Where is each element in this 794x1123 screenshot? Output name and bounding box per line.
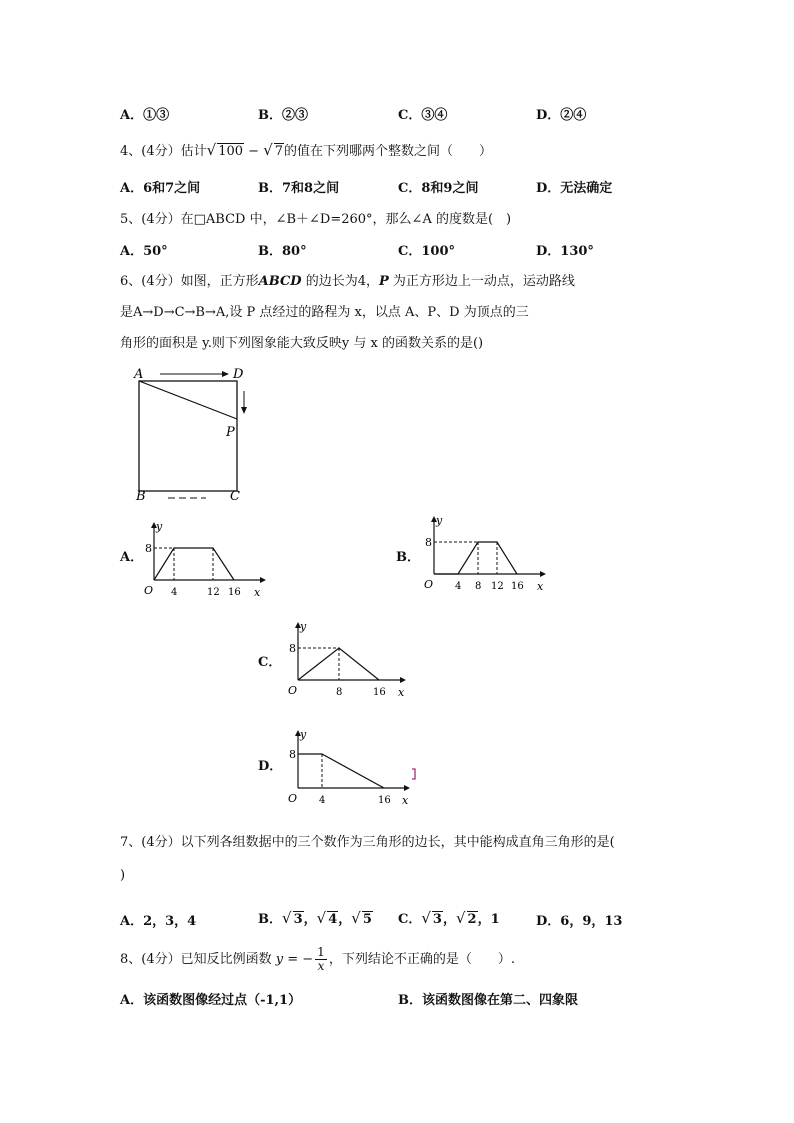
q6-graph-a [140,518,270,600]
q7-option-a: A．2，3，4 [120,914,197,929]
arrow-head [241,407,247,414]
q4-minus: − [244,144,264,159]
x-tick: 4 [171,587,178,598]
q4-option-a: A．6和7之间 [120,181,201,196]
option-tail: ，1 [477,912,500,927]
fraction-denominator: x [317,959,325,973]
square [139,381,237,491]
vertex-label-d: D [233,367,244,382]
q6-option-d-label: D． [258,759,283,774]
sqrt-sign: √ [316,909,327,927]
x-tick: 8 [336,687,343,698]
radicand: 4 [328,912,338,927]
radicand: 5 [362,912,372,927]
separator: ， [338,912,352,927]
q8-question [120,946,515,973]
radicand: 3 [432,912,442,927]
x-tick: 12 [207,587,220,598]
sqrt-sign: √ [206,141,217,159]
q4-prefix: 4、(4分）估计 [120,144,207,159]
arrow-head [400,677,406,683]
q4-question [120,140,492,159]
x-tick: 16 [378,795,391,806]
x-tick: 16 [511,581,524,592]
q7-option-d: D．6，9，13 [536,914,623,929]
q6-graph-c [282,618,418,700]
q6-option-a-label: A． [120,550,144,565]
vertex-label-a: A [134,367,144,382]
q5-option-b: B．80° [258,244,307,259]
radicand: 2 [467,912,477,927]
q6-line-2: 是A→D→C→B→A,设 P 点经过的路程为 x，以点 A、P、D 为顶点的三 [120,305,529,320]
x-tick: 16 [228,587,241,598]
q7-option-b [258,908,373,927]
q5-option-c: C．100° [398,244,455,259]
x-tick: 12 [491,581,504,592]
graph-line [434,542,517,574]
q6-text: 为正方形边上一动点，运动路线 [388,274,575,289]
y-axis-label: y [436,514,443,527]
q3-option-a: A．①③ [120,108,170,123]
sqrt-sign: √ [455,909,466,927]
x-axis-label: x [398,686,405,699]
graph-line [298,754,384,788]
sqrt-sign: √ [421,909,431,927]
bracket-mark [412,769,415,779]
q4-option-c: C．8和9之间 [398,181,479,196]
q3-option-c: C．③④ [398,108,448,123]
q7-line-2: ) [120,868,126,883]
graph-line [154,548,234,580]
vertex-label-b: B [136,489,146,502]
separator: ， [303,912,317,927]
q6-square-figure [130,362,270,502]
sqrt-sign: √ [351,909,361,927]
q6-square-name: ABCD [258,274,302,289]
x-axis-label: x [402,794,409,807]
q8-function-lhs: y = − [275,952,314,967]
arrow-head [222,371,229,377]
arrow-head [260,577,266,583]
x-tick: 8 [475,581,482,592]
q6-option-b-label: B． [396,550,420,565]
q4-radicand-1: 100 [218,144,244,159]
q7-line-1: 7、(4分）以下列各组数据中的三个数作为三角形的边长，其中能构成直角三角形的是( [120,835,615,850]
option-label: B． [258,912,282,927]
y-tick: 8 [289,748,296,761]
radicand: 3 [293,912,303,927]
origin-label: O [424,578,434,591]
q6-graph-d [282,726,432,808]
q5-question: 5、(4分）在□ABCD 中，∠B＋∠D=260°，那么∠A 的度数是( ) [120,212,512,227]
q6-text: 的边长为4， [301,274,379,289]
y-axis-label: y [300,620,307,633]
arrow-head [404,785,410,791]
q4-option-b: B．7和8之间 [258,181,340,196]
arrow-head [540,571,546,577]
y-axis-label: y [300,728,307,741]
sqrt-sign: √ [282,909,292,927]
q3-option-d: D．②④ [536,108,587,123]
fraction-numerator: 1 [317,945,325,959]
x-tick: 4 [455,581,462,592]
q5-option-d: D．130° [536,244,594,259]
q8-option-a: A．该函数图像经过点（-1,1） [120,993,302,1008]
q4-radicand-2: 7 [274,144,284,159]
q8-prefix: 8、(4分）已知反比例函数 [120,952,272,967]
q6-text: 6、(4分）如图，正方形 [120,274,259,289]
sqrt-sign: √ [263,141,273,159]
q6-point-name: P [378,274,389,289]
x-tick: 4 [319,795,326,806]
y-tick: 8 [425,536,432,549]
x-tick: 16 [373,687,386,698]
segment-ap [139,381,237,419]
q8-suffix: ，下列结论不正确的是（ ）. [328,952,515,967]
q5-option-a: A．50° [120,244,168,259]
q8-option-b: B．该函数图像在第二、四象限 [398,993,578,1008]
x-axis-label: x [254,586,261,599]
y-axis-label: y [156,520,163,533]
q4-suffix: 的值在下列哪两个整数之间（ ） [284,144,493,159]
q7-option-c [398,908,500,927]
y-tick: 8 [289,642,296,655]
vertex-label-c: C [230,489,240,502]
origin-label: O [288,792,298,805]
q8-fraction [315,946,327,973]
x-axis-label: x [537,580,544,593]
q6-line-1 [120,270,575,289]
q3-option-b: B．②③ [258,108,308,123]
separator: ， [442,912,456,927]
origin-label: O [288,684,298,697]
option-label: C． [398,912,422,927]
origin-label: O [144,584,154,597]
q6-line-3: 角形的面积是 y.则下列图象能大致反映y 与 x 的函数关系的是() [120,336,484,351]
q4-option-d: D．无法确定 [536,181,613,196]
y-tick: 8 [145,542,152,555]
point-label-p: P [226,425,235,440]
q6-option-c-label: C． [258,655,282,670]
q6-graph-b [418,512,552,594]
